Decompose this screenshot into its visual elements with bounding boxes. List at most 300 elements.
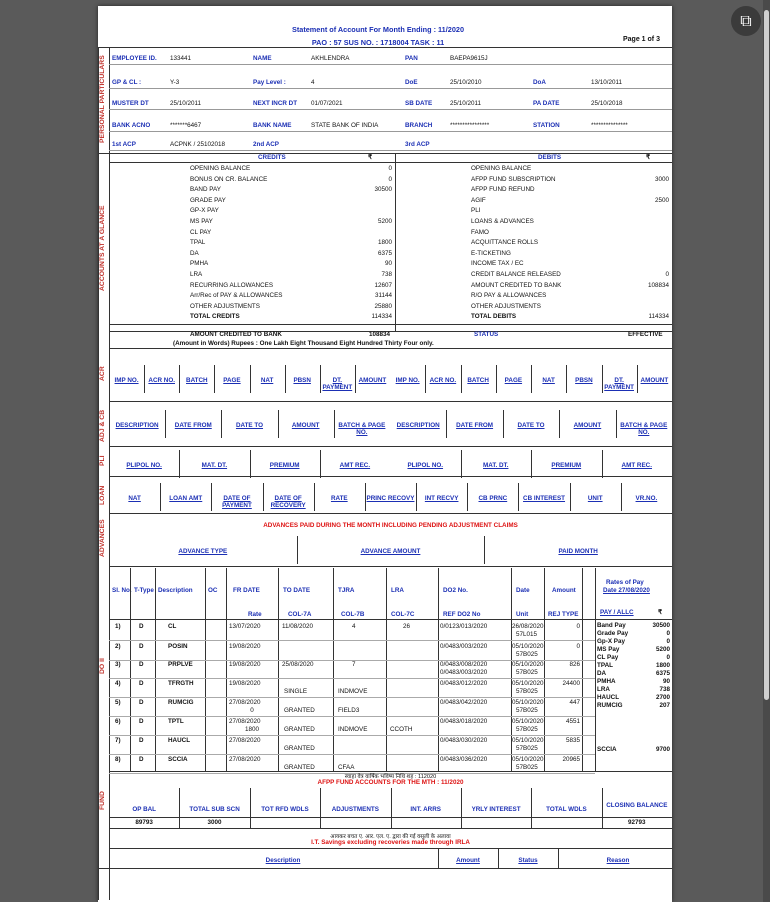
column-header: AMT REC. — [339, 462, 371, 469]
rupee-symbol: ₹ — [658, 609, 663, 616]
column-header: AMOUNT — [291, 422, 320, 429]
personal-label: GP & CL : — [112, 79, 142, 86]
column-header: AMOUNT — [573, 422, 602, 429]
rate-label: HAUCL — [597, 694, 620, 701]
column-header: LOAN AMT — [169, 495, 203, 502]
credits-rupee: ₹ — [368, 154, 373, 161]
column-header: CB INTEREST — [523, 495, 566, 502]
debit-value: 3000 — [654, 175, 669, 183]
doii-row-no: 2) — [115, 643, 121, 650]
fund-column: TOTAL WDLS — [546, 806, 587, 813]
credit-label: PMHA — [190, 260, 209, 268]
personal-label: STATION — [533, 122, 560, 129]
doii-row-type: D — [139, 643, 144, 650]
savings-column: Status — [518, 857, 538, 864]
doii-row-desc: TFRGTH — [168, 680, 194, 687]
credit-value: 12607 — [374, 281, 392, 289]
rate-value: 9700 — [655, 746, 670, 753]
doii-row-do2: 0/0483/003/2020 — [440, 643, 488, 650]
column-header: AMOUNT — [358, 377, 387, 384]
personal-value: 133441 — [170, 55, 192, 62]
doii-sub-unit: 57B025 — [516, 651, 538, 658]
doii-row-date: 05/10/2020 — [512, 643, 544, 650]
debit-value: 114334 — [648, 313, 669, 321]
fund-title: AFPP FUND ACCOUNTS FOR THE MTH : 11/2020 — [317, 779, 464, 786]
personal-value: Y-3 — [170, 79, 180, 86]
doii-subheader: REF DO2 No — [443, 611, 481, 618]
doii-row-do2: 0/0483/012/2020 — [440, 680, 488, 687]
column-header: MAT. DT. — [201, 462, 228, 469]
fund-note: स्वाहा वेत्र वार्षिक भविष्य निधि शह : 112020 — [344, 774, 437, 780]
doii-sub-col7b: CFAA — [338, 764, 355, 771]
debit-label: PLI — [471, 207, 481, 215]
doii-header: T-Type — [134, 587, 154, 594]
doii-row-type: D — [139, 737, 144, 744]
doii-row-lra: 26 — [403, 623, 411, 630]
rate-value: 6375 — [655, 670, 670, 677]
status-label: STATUS — [474, 331, 499, 338]
debits-rupee: ₹ — [646, 154, 651, 161]
column-header: NAT — [128, 495, 141, 502]
doii-subheader: Rate — [248, 611, 262, 618]
personal-label: PAN — [405, 55, 418, 62]
doii-sub-rate: 1800 — [244, 726, 259, 733]
debit-label: OPENING BALANCE — [471, 165, 532, 172]
fund-column: TOTAL SUB SCN — [189, 806, 240, 813]
doii-sub-col7c: CCOTH — [390, 726, 413, 733]
personal-label: NAME — [253, 55, 272, 62]
rate-label: SCCIA — [597, 746, 617, 753]
doii-row-amount: 0 — [576, 643, 580, 650]
personal-value: AKHLENDRA — [311, 55, 350, 62]
savings-column: Description — [265, 857, 301, 864]
debit-label: AFPP FUND SUBSCRIPTION — [471, 175, 556, 183]
doii-row-tjra: 7 — [352, 661, 356, 668]
personal-value: *******6467 — [170, 122, 202, 129]
column-header: DT. PAYMENT — [322, 377, 353, 391]
personal-label: BANK NAME — [253, 122, 292, 129]
column-header: AMOUNT — [640, 377, 669, 384]
personal-label: 1st ACP — [112, 141, 136, 148]
column-header: UNIT — [587, 495, 603, 502]
column-header: PAGE — [223, 377, 241, 384]
column-header: PAID MONTH — [558, 548, 598, 555]
column-header: PLIPOL NO. — [407, 462, 444, 469]
doii-header: OC — [208, 587, 218, 594]
fund-column: INT. ARRS — [410, 806, 441, 813]
debit-value: 0 — [665, 271, 669, 278]
credit-value: 6375 — [377, 249, 392, 257]
rate-label: DA — [597, 670, 607, 677]
rates-header: Rates of Pay — [606, 579, 644, 586]
savings-title: I.T. Savings excluding recoveries made through IRLA — [311, 839, 470, 846]
fund-column: CLOSING BALANCE — [606, 802, 668, 809]
personal-value: 01/07/2021 — [311, 100, 343, 107]
doii-subheader: COL-7B — [341, 611, 365, 618]
bank-credit-label: AMOUNT CREDITED TO BANK — [190, 331, 282, 338]
doii-row-date: 05/10/2020 — [512, 737, 544, 744]
rate-value: 5200 — [655, 646, 670, 653]
doii-row-do2: 0/0483/036/2020 — [440, 756, 488, 763]
column-header: DATE OF RECOVERY — [270, 495, 306, 509]
credit-value: 0 — [388, 175, 392, 183]
doii-row-date: 05/10/2020 — [512, 756, 544, 763]
doii-row-from: 19/08/2020 — [229, 661, 261, 668]
doii-sub-ref: 0/0483/003/2020 — [440, 669, 488, 676]
debit-label: INCOME TAX / EC — [471, 260, 524, 268]
doii-row-desc: PRPLVE — [168, 661, 193, 668]
doii-sub-col7b: FIELD3 — [338, 707, 360, 714]
doii-row-amount: 826 — [569, 661, 580, 668]
credit-label: OPENING BALANCE — [190, 165, 251, 172]
doii-row-no: 8) — [115, 756, 121, 763]
rate-value: 207 — [659, 702, 670, 709]
doii-row-date: 05/10/2020 — [512, 718, 544, 725]
credit-value: 114334 — [371, 313, 392, 321]
personal-label: 2nd ACP — [253, 141, 280, 148]
column-header: PBSN — [293, 377, 311, 384]
doii-row-no: 1) — [115, 623, 121, 630]
doii-sub-unit: 57B025 — [516, 764, 538, 771]
doii-sub-col7a: GRANTED — [284, 707, 315, 714]
column-header: NAT — [542, 377, 555, 384]
column-header: NAT — [260, 377, 274, 384]
credit-label: TPAL — [190, 239, 206, 247]
fund-column: TOT RFD WDLS — [261, 806, 309, 813]
column-header: BATCH — [467, 377, 489, 384]
doii-row-no: 6) — [115, 718, 121, 725]
credit-label: Arr/Rec of PAY & ALLOWANCES — [190, 292, 283, 300]
doii-row-from: 27/08/2020 — [229, 718, 261, 725]
column-header: DATE FROM — [174, 422, 212, 429]
fund-column: YRLY INTEREST — [471, 806, 521, 813]
debit-label: E-TICKETING — [471, 249, 511, 257]
fund-column: OP BAL — [132, 806, 157, 813]
credit-value: 1800 — [377, 239, 392, 247]
column-header: DATE OF PAYMENT — [222, 495, 252, 509]
credit-label: BONUS ON CR. BALANCE — [190, 175, 268, 183]
column-header: PREMIUM — [551, 462, 582, 469]
rate-label: TPAL — [597, 662, 613, 669]
rate-label: MS Pay — [597, 646, 620, 653]
column-header: RATE — [330, 495, 348, 502]
side-label-doii: DO II — [99, 658, 106, 674]
column-header: ACR NO. — [429, 377, 457, 384]
doii-row-type: D — [139, 680, 144, 687]
credit-label: MS PAY — [190, 218, 213, 225]
debit-label: TOTAL DEBITS — [471, 313, 517, 321]
doii-row-from: 13/07/2020 — [229, 623, 261, 630]
doii-row-date: 05/10/2020 — [512, 699, 544, 706]
column-header: ADVANCE AMOUNT — [360, 548, 421, 555]
doii-subheader: COL-7A — [288, 611, 312, 618]
doii-sub-col7a: GRANTED — [284, 764, 315, 771]
savings-column: Reason — [606, 857, 630, 864]
amount-in-words: (Amount in Words) Rupees : One Lakh Eight Thousand Eight Hundred Thirty Four only. — [173, 340, 434, 347]
doii-row-type: D — [139, 756, 144, 763]
column-header: DATE TO — [235, 422, 264, 429]
doii-row-no: 4) — [115, 680, 121, 687]
savings-column: Amount — [456, 857, 480, 864]
doii-row-date: 05/10/2020 — [512, 661, 544, 668]
side-label-accounts: ACCOUNTS AT A GLANCE — [99, 205, 106, 292]
column-header: DESCRIPTION — [396, 422, 440, 429]
personal-value: 25/10/2010 — [450, 79, 482, 86]
debit-label: OTHER ADJUSTMENTS — [471, 302, 541, 310]
rate-value: 90 — [662, 678, 670, 685]
personal-value: 25/10/2011 — [170, 100, 202, 107]
personal-value: 25/10/2018 — [591, 100, 623, 107]
doii-header: LRA — [391, 587, 404, 594]
personal-label: Pay Level : — [253, 79, 286, 86]
rate-label: PMHA — [597, 678, 616, 685]
personal-label: EMPLOYEE ID. — [112, 55, 157, 62]
doii-row-amount: 20965 — [562, 756, 580, 763]
credit-label: GRADE PAY — [190, 196, 226, 204]
credit-value: 0 — [388, 165, 392, 172]
doii-subheader: COL-7C — [391, 611, 415, 618]
doii-header: DO2 No. — [443, 587, 468, 594]
doii-row-no: 3) — [115, 661, 121, 668]
doii-row-no: 5) — [115, 699, 121, 706]
credits-title: CREDITS — [258, 154, 286, 161]
doii-sub-col7a: GRANTED — [284, 745, 315, 752]
rate-value: 0 — [666, 630, 670, 637]
doii-subheader: Unit — [516, 611, 529, 618]
personal-label: NEXT INCR DT — [253, 100, 298, 107]
doii-row-date: 26/08/2020 — [512, 623, 544, 630]
personal-value: *************** — [591, 122, 628, 129]
credit-value: 90 — [384, 260, 392, 268]
personal-label: SB DATE — [405, 100, 433, 107]
personal-label: 3rd ACP — [405, 141, 430, 148]
doii-header: SI. No. — [112, 587, 132, 594]
doii-row-desc: CL — [168, 623, 177, 630]
fund-value: 89793 — [135, 819, 153, 826]
doii-row-amount: 4551 — [565, 718, 580, 725]
debit-label: LOANS & ADVANCES — [471, 218, 534, 225]
doii-sub-unit: 57B025 — [516, 688, 538, 695]
debit-label: AGIF — [471, 196, 486, 204]
doii-header: TJRA — [338, 587, 355, 594]
column-header: BATCH & PAGE NO. — [620, 422, 668, 436]
column-header: PRINC RECOVY — [366, 495, 415, 502]
fund-value: 3000 — [207, 819, 222, 826]
credit-value: 5200 — [377, 218, 392, 225]
doii-row-from: 27/08/2020 — [229, 737, 261, 744]
side-label-acr: ACR — [99, 366, 106, 381]
doii-row-no: 7) — [115, 737, 121, 744]
personal-label: DoE — [405, 79, 418, 86]
doii-row-tjra: 4 — [352, 623, 356, 630]
column-header: MAT. DT. — [483, 462, 509, 469]
fund-column: ADJUSTMENTS — [331, 806, 379, 813]
column-header: DATE FROM — [456, 422, 494, 429]
statement-subtitle: PAO : 57 SUS NO. : 1718004 TASK : 11 — [311, 38, 445, 47]
column-header: IMP NO. — [395, 377, 420, 384]
doii-row-amount: 0 — [576, 623, 580, 630]
open-external-icon[interactable]: ⧉ — [731, 6, 761, 36]
doii-sub-col7a: SINGLE — [284, 688, 308, 695]
debit-label: FAMO — [471, 228, 489, 236]
doii-row-do2: 0/0483/042/2020 — [440, 699, 488, 706]
side-label-fund: FUND — [99, 791, 106, 811]
rates-date: Date 27/08/2020 — [603, 587, 650, 594]
doii-sub-col7b: INDMOVE — [338, 688, 368, 695]
doii-row-from: 27/08/2020 — [229, 699, 261, 706]
rate-value: 2700 — [655, 694, 670, 701]
bank-credit-value: 108834 — [368, 331, 390, 338]
doii-row-date: 05/10/2020 — [512, 680, 544, 687]
doii-header: TO DATE — [283, 587, 311, 594]
column-header: DESCRIPTION — [115, 422, 159, 429]
doii-row-type: D — [139, 699, 144, 706]
side-label-loan: LOAN — [99, 485, 106, 506]
doii-sub-rate: 0 — [250, 707, 254, 714]
credit-label: DA — [190, 249, 199, 257]
debit-label: ACQUITTANCE ROLLS — [471, 239, 539, 247]
doii-row-type: D — [139, 718, 144, 725]
rate-value: 738 — [659, 686, 670, 693]
personal-value: STATE BANK OF INDIA — [311, 122, 379, 129]
doii-sub-unit: 57B025 — [516, 669, 538, 676]
rate-value: 1800 — [655, 662, 670, 669]
rate-label: Grade Pay — [597, 630, 629, 637]
doii-subheader: REJ TYPE — [548, 611, 579, 618]
rate-value: 0 — [666, 638, 670, 645]
doii-row-from: 19/08/2020 — [229, 680, 261, 687]
rate-label: RUMCIG — [597, 702, 623, 709]
column-header: VR.NO. — [635, 495, 658, 502]
credit-label: GP-X PAY — [190, 207, 219, 215]
side-label-personal: PERSONAL PARTICULARS — [99, 55, 106, 143]
credit-label: BAND PAY — [190, 186, 221, 194]
doii-row-desc: POSIN — [168, 643, 188, 650]
credit-value: 25880 — [374, 302, 392, 310]
rate-label: Band Pay — [597, 622, 626, 629]
column-header: PLIPOL NO. — [126, 462, 162, 469]
statement-page — [98, 6, 672, 902]
credit-label: CL PAY — [190, 228, 212, 236]
personal-value: 4 — [311, 79, 315, 86]
debit-label: AFPP FUND REFUND — [471, 186, 535, 194]
doii-row-desc: SCCIA — [168, 756, 188, 763]
statement-title: Statement of Account For Month Ending : 11/2020 — [291, 25, 465, 34]
credit-value: 738 — [381, 271, 392, 278]
doii-row-do2: 0/0483/030/2020 — [440, 737, 488, 744]
doii-header: Description — [158, 587, 193, 594]
doii-sub-unit: 57B025 — [516, 707, 538, 714]
side-label-adj: ADJ & CB — [99, 409, 106, 443]
doii-header: FR DATE — [233, 587, 260, 594]
credit-label: LRA — [190, 271, 203, 278]
column-header: ADVANCE TYPE — [178, 548, 228, 555]
doii-row-from: 19/08/2020 — [229, 643, 261, 650]
personal-value: 25/10/2011 — [450, 100, 482, 107]
pay-allc-header: PAY / ALLC — [600, 609, 634, 616]
credit-value: 30500 — [374, 186, 392, 194]
doii-sub-col7a: GRANTED — [284, 726, 315, 733]
doii-row-amount: 24400 — [562, 680, 580, 687]
rate-label: Gp-X Pay — [597, 638, 625, 645]
column-header: PREMIUM — [269, 462, 300, 469]
column-header: AMT REC. — [621, 462, 652, 469]
debit-value: 108834 — [647, 281, 669, 289]
savings-note: आयकर बचत ए. आर. एल. ए. द्वारा की गई वसूली के अलावा — [330, 834, 451, 840]
column-header: INT RECVY — [424, 495, 459, 502]
personal-label: PA DATE — [533, 100, 560, 107]
column-header: PAGE — [504, 377, 523, 384]
credit-label: OTHER ADJUSTMENTS — [190, 302, 260, 310]
doii-row-amount: 447 — [569, 699, 580, 706]
doii-row-do2: 0/0123/013/2020 — [440, 623, 488, 630]
doii-row-type: D — [139, 661, 144, 668]
rate-label: LRA — [597, 686, 610, 693]
personal-label: DoA — [533, 79, 546, 86]
doii-row-from: 27/08/2020 — [229, 756, 261, 763]
personal-label: BANK ACNO — [112, 122, 151, 129]
column-header: IMP NO. — [114, 377, 139, 384]
column-header: ACR NO. — [148, 377, 175, 384]
doii-row-to: 25/08/2020 — [282, 661, 314, 668]
doii-sub-unit: 57B025 — [516, 745, 538, 752]
personal-value: 13/10/2011 — [591, 79, 623, 86]
personal-label: MUSTER DT — [112, 100, 149, 107]
credit-label: TOTAL CREDITS — [190, 313, 240, 321]
doii-sub-unit: 57B025 — [516, 726, 538, 733]
doii-sub-col7b: INDMOVE — [338, 726, 368, 733]
doii-sub-unit: 57L015 — [516, 631, 538, 638]
rate-value: 0 — [666, 654, 670, 661]
column-header: DT. PAYMENT — [604, 377, 634, 391]
credit-value: 31144 — [374, 292, 392, 300]
scrollbar-thumb[interactable] — [764, 10, 769, 700]
fund-value: 92793 — [628, 819, 646, 826]
debit-label: CREDIT BALANCE RELEASED — [471, 271, 561, 278]
personal-label: BRANCH — [405, 122, 433, 129]
debit-label: R/O PAY & ALLOWANCES — [471, 292, 547, 300]
debit-label: AMOUNT CREDITED TO BANK — [471, 281, 562, 289]
credit-label: RECURRING ALLOWANCES — [190, 281, 274, 289]
status-value: EFFECTIVE — [628, 331, 663, 338]
debits-title: DEBITS — [538, 154, 562, 161]
doii-row-amount: 5835 — [565, 737, 580, 744]
personal-value: BAEPA9615J — [450, 55, 488, 62]
doii-row-do2: 0/0483/018/2020 — [440, 718, 488, 725]
doii-row-desc: RUMCIG — [168, 699, 194, 706]
debit-value: 2500 — [654, 196, 669, 204]
advances-title: ADVANCES PAID DURING THE MONTH INCLUDING PENDING ADJUSTMENT CLAIMS — [263, 522, 518, 529]
rate-value: 30500 — [652, 622, 670, 629]
rate-label: CL Pay — [597, 654, 619, 661]
doii-row-to: 11/08/2020 — [282, 623, 314, 630]
doii-header: Date — [516, 587, 530, 594]
column-header: BATCH & PAGE NO. — [338, 422, 386, 436]
page-number: Page 1 of 3 — [623, 36, 660, 43]
personal-value: ACPNK / 25102018 — [170, 141, 225, 148]
side-label-pli: PLI — [99, 455, 106, 467]
doii-row-type: D — [139, 623, 144, 630]
doii-row-do2: 0/0483/008/2020 — [440, 661, 488, 668]
personal-value: **************** — [450, 122, 490, 129]
doii-row-desc: HAUCL — [168, 737, 191, 744]
column-header: BATCH — [186, 377, 208, 384]
side-label-advances: ADVANCES — [99, 519, 106, 558]
doii-row-desc: TPTL — [168, 718, 184, 725]
column-header: DATE TO — [517, 422, 545, 429]
column-header: CB PRNC — [478, 495, 508, 502]
column-header: PBSN — [575, 377, 593, 384]
